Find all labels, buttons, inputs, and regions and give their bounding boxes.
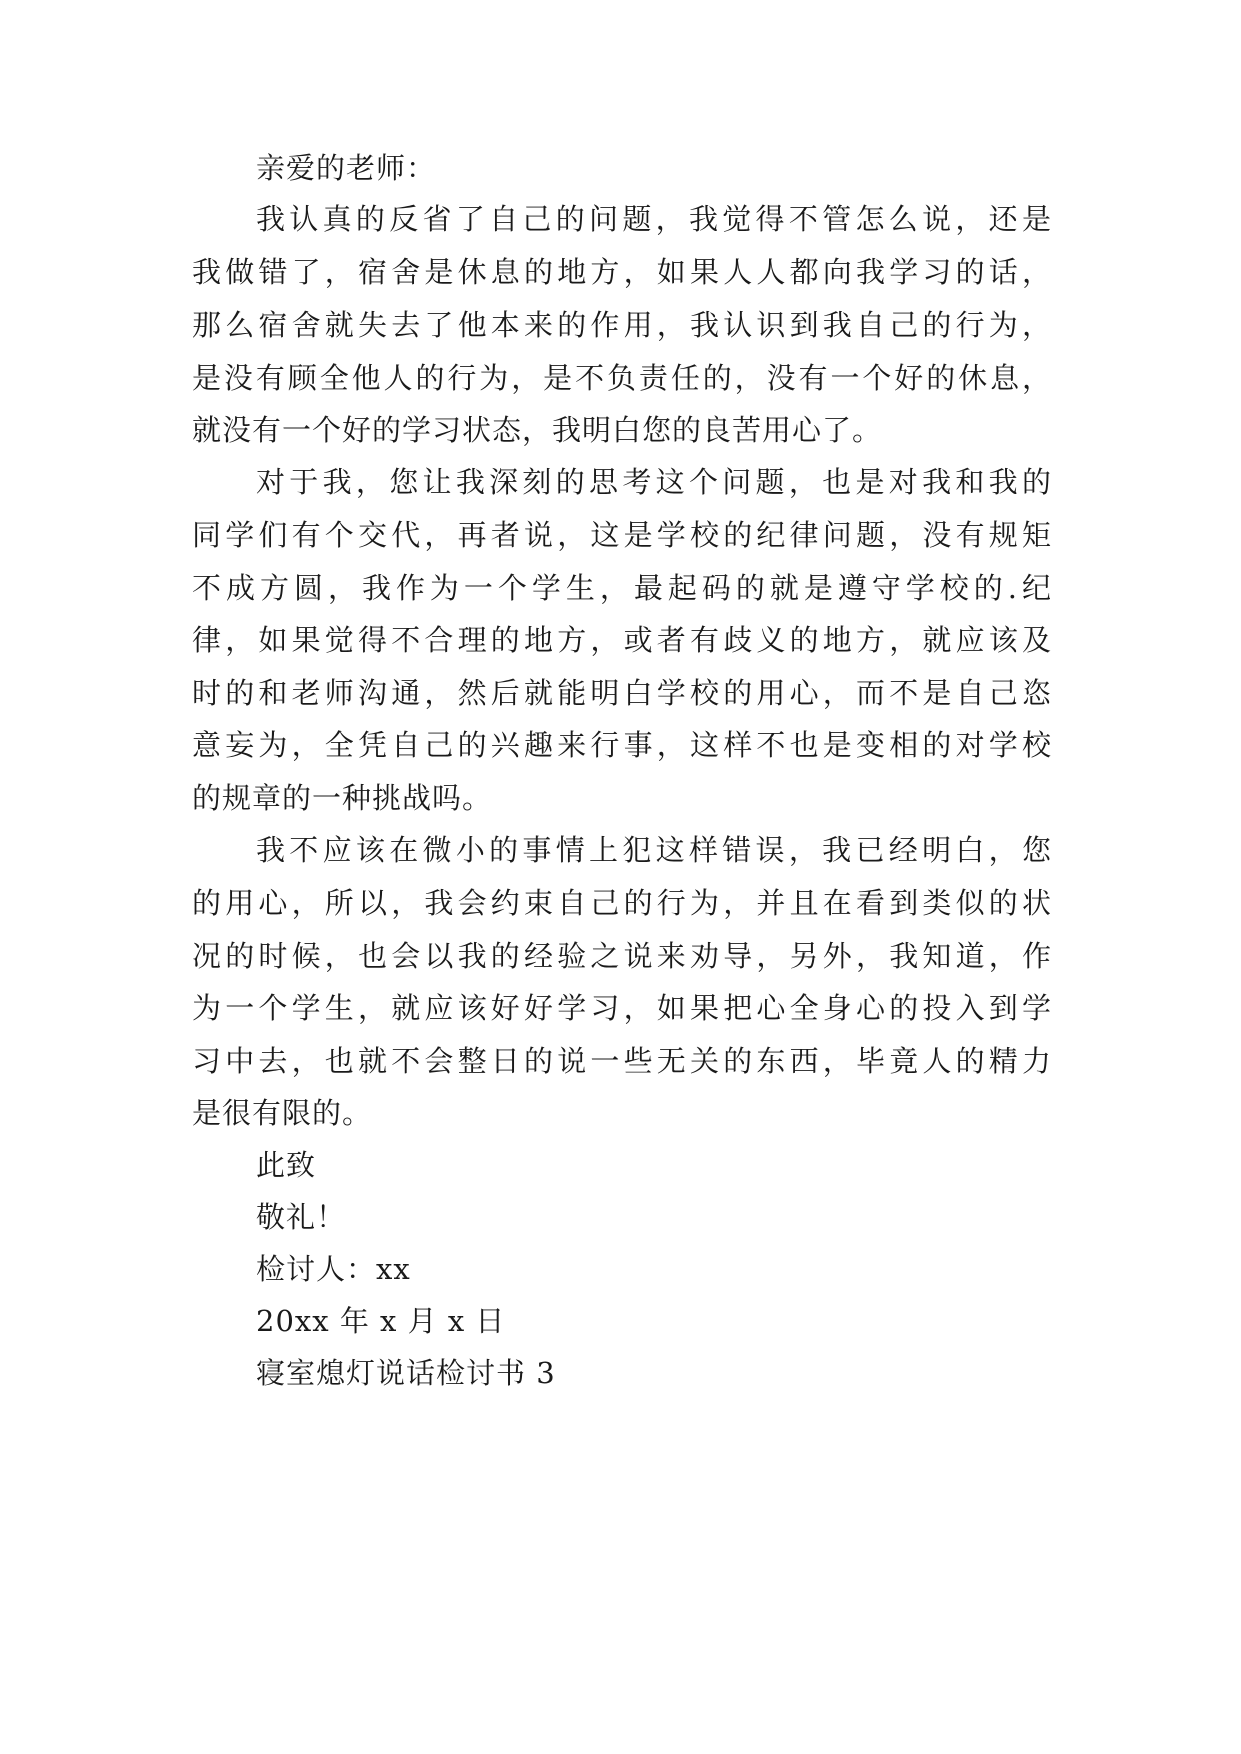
paragraph-3-line: 况的时候，也会以我的经验之说来劝导，另外，我知道，作 — [192, 939, 1052, 973]
paragraph-3-line: 是很有限的。 — [192, 1096, 373, 1130]
paragraph-3-line: 为一个学生，就应该好好学习，如果把心全身心的投入到学 — [192, 991, 1052, 1025]
signer: 检讨人：xx — [256, 1252, 411, 1286]
paragraph-2-line: 时的和老师沟通，然后就能明白学校的用心，而不是自己恣 — [192, 676, 1052, 710]
paragraph-1-line: 是没有顾全他人的行为，是不负责任的，没有一个好的休息， — [192, 361, 1052, 395]
next-section-title: 寝室熄灯说话检讨书 3 — [256, 1356, 556, 1390]
paragraph-2-line: 对于我，您让我深刻的思考这个问题，也是对我和我的 — [256, 465, 1052, 499]
paragraph-1-line: 我认真的反省了自己的问题，我觉得不管怎么说，还是 — [256, 202, 1052, 236]
paragraph-1-line: 那么宿舍就失去了他本来的作用，我认识到我自己的行为， — [192, 308, 1052, 342]
paragraph-2-line: 同学们有个交代，再者说，这是学校的纪律问题，没有规矩 — [192, 518, 1052, 552]
closing-greeting: 此致 — [256, 1148, 317, 1182]
closing-salute: 敬礼！ — [256, 1200, 347, 1234]
paragraph-1-line: 就没有一个好的学习状态，我明白您的良苦用心了。 — [192, 413, 883, 447]
paragraph-2-line: 意妄为，全凭自己的兴趣来行事，这样不也是变相的对学校 — [192, 728, 1052, 762]
paragraph-3-line: 我不应该在微小的事情上犯这样错误，我已经明白，您 — [256, 833, 1052, 867]
paragraph-2-line: 律，如果觉得不合理的地方，或者有歧义的地方，就应该及 — [192, 623, 1052, 657]
paragraph-2-line: 不成方圆，我作为一个学生，最起码的就是遵守学校的.纪 — [192, 571, 1052, 605]
paragraph-3-line: 的用心，所以，我会约束自己的行为，并且在看到类似的状 — [192, 886, 1052, 920]
paragraph-3-line: 习中去，也就不会整日的说一些无关的东西，毕竟人的精力 — [192, 1044, 1052, 1078]
paragraph-1-line: 我做错了，宿舍是休息的地方，如果人人都向我学习的话， — [192, 255, 1052, 289]
paragraph-2-line: 的规章的一种挑战吗。 — [192, 781, 493, 815]
date: 20xx 年 x 月 x 日 — [256, 1304, 506, 1338]
salutation: 亲爱的老师： — [256, 151, 437, 185]
